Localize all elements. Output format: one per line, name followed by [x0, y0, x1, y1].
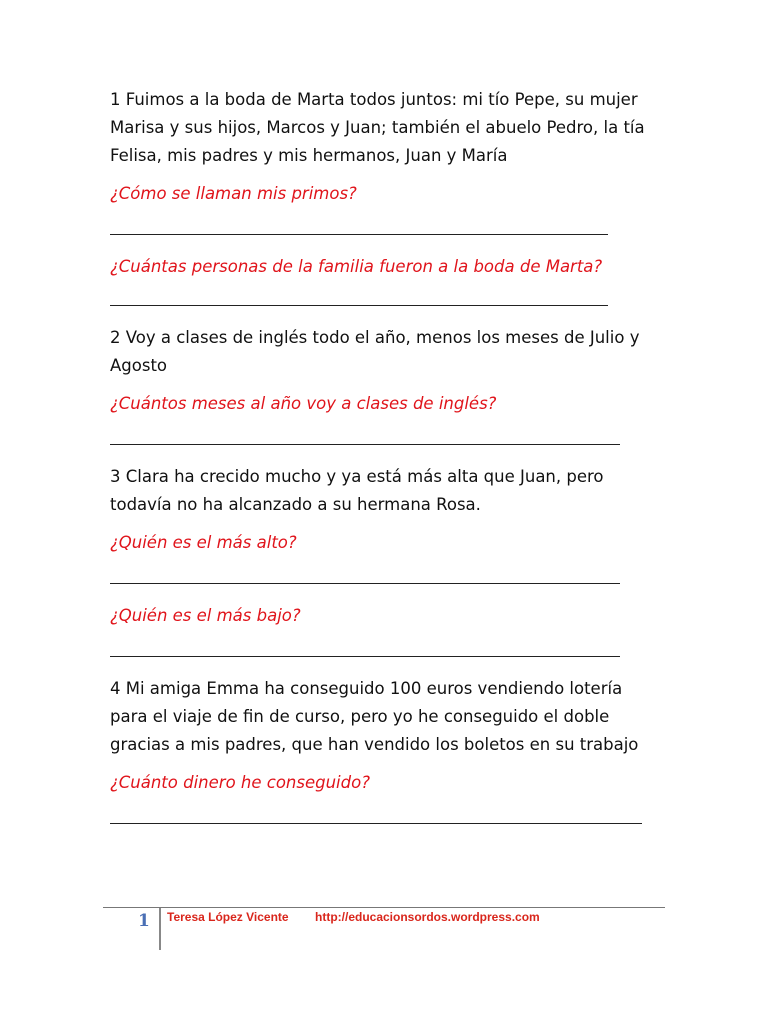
answer-line[interactable]	[110, 823, 642, 824]
exercise-1-question-2: ¿Cuántas personas de la familia fueron a la boda de Marta?	[110, 257, 603, 276]
exercise-4-question-1: ¿Cuánto dinero he conseguido?	[110, 773, 370, 792]
answer-line[interactable]	[110, 444, 620, 445]
footer-url-link[interactable]: http://educacionsordos.wordpress.com	[315, 910, 540, 924]
exercise-2-text: 2 Voy a clases de inglés todo el año, menos los meses de Julio y Agosto	[110, 328, 640, 375]
answer-line[interactable]	[110, 583, 620, 584]
footer-author: Teresa López Vicente	[167, 910, 289, 924]
exercise-4-text: 4 Mi amiga Emma ha conseguido 100 euros vendiendo lotería para el viaje de fin de curso, pero yo he conseguido el doble gracias a mis padres, que han vendido los boletos en su trabajo	[110, 679, 639, 754]
exercise-3-question-1: ¿Quién es el más alto?	[110, 533, 297, 552]
footer-vertical-divider	[159, 908, 161, 950]
exercise-2-question-1: ¿Cuántos meses al año voy a clases de inglés?	[110, 394, 497, 413]
exercise-3-text: 3 Clara ha crecido mucho y ya está más alta que Juan, pero todavía no ha alcanzado a su hermana Rosa.	[110, 467, 604, 514]
worksheet	[110, 86, 670, 824]
answer-line[interactable]	[110, 305, 608, 306]
exercise-1-text: 1 Fuimos a la boda de Marta todos juntos: mi tío Pepe, su mujer Marisa y sus hijos, Marcos y Juan; también el abuelo Pedro, la tía Felisa, mis padres y mis hermanos, Juan y María	[110, 90, 645, 165]
exercise-3-question-2: ¿Quién es el más bajo?	[110, 606, 301, 625]
exercise-1-question-1: ¿Cómo se llaman mis primos?	[110, 184, 357, 203]
answer-line[interactable]	[110, 234, 608, 235]
footer-divider	[103, 907, 665, 908]
answer-line[interactable]	[110, 656, 620, 657]
page-number: 1	[138, 911, 150, 931]
